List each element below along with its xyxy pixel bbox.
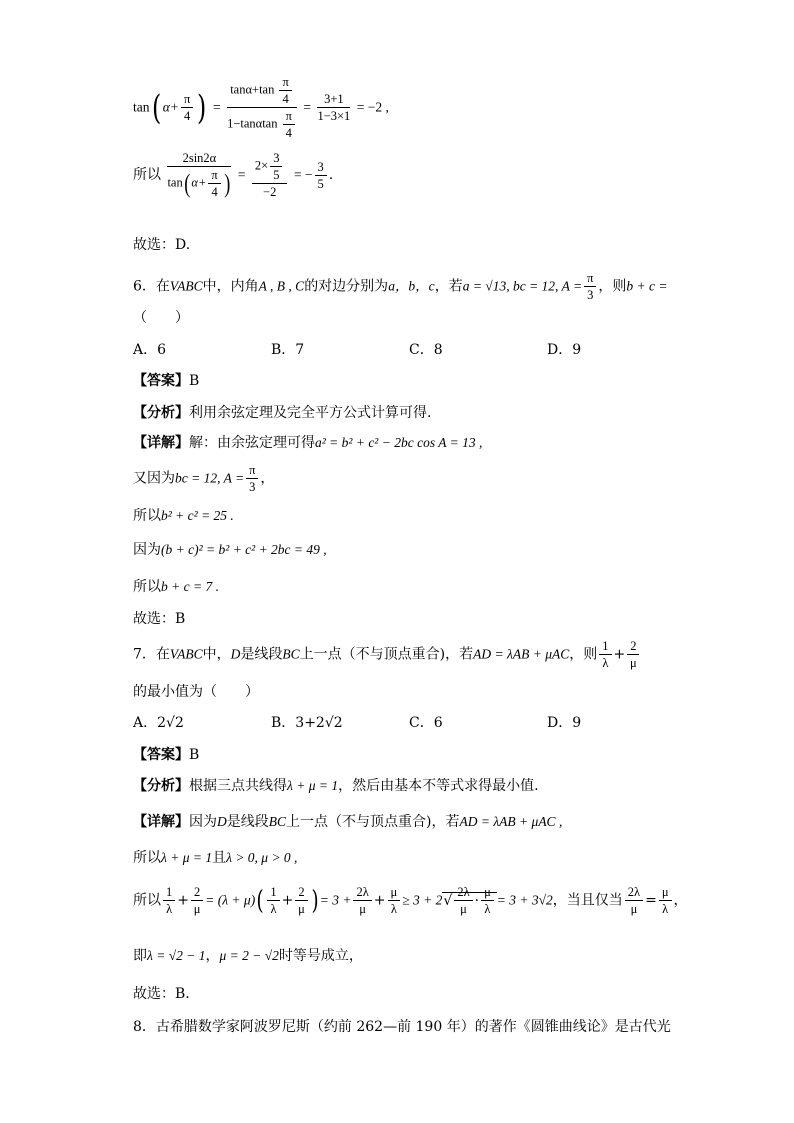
q6-paren: （ ） <box>133 310 189 326</box>
q7-detail-3: 所以 $\frac{1}{\lambda}$ + $\frac{2}{\mu}$ = (λ + μ)( $\frac{1}{\lambda}$ + $\frac{2}{\mu}$ ) = 3 + $\frac{2\lambda}{\mu}$ + $\frac{\mu}{\lambda}$ ≥ 3 + 2√ $\frac{2\lambda}{\mu}$ · $\frac{\mu}{\lambda}$ = 3 + 3√2，当且仅当 $\frac{2\lambda}{\mu}$ = $\frac{\mu}{\lambda}$ ， <box>133 885 688 916</box>
eq2-main-fraction: 2sin2α tan(α+ $\frac{\pi}{4}$ ) <box>167 151 231 199</box>
eq1-result: = −2 , <box>356 99 389 115</box>
q7-choice: 故选：B. <box>133 986 190 1002</box>
q7-stem-tail: 的最小值为（ ） <box>133 684 259 700</box>
q7-option-b: B．3+2√2 <box>271 715 343 731</box>
q5-choice: 故选：D. <box>133 237 191 253</box>
q6-detail-5: 所以b + c = 7 . <box>133 579 219 595</box>
eq1-tan: tan <box>133 99 150 115</box>
q6-option-d: D．9 <box>547 342 582 358</box>
q6-option-a: A．6 <box>133 342 167 358</box>
q7-option-a: A．2√2 <box>133 715 184 731</box>
eq1-numerator: tanα+tan <box>230 82 275 97</box>
q7-answer: 【答案】B <box>133 747 200 763</box>
q6-analysis: 【分析】利用余弦定理及完全平方公式计算可得. <box>133 405 432 421</box>
q8-stem: 8．古希腊数学家阿波罗尼斯（约前 262—前 190 年）的著作《圆锥曲线论》是古代光 <box>133 1019 671 1035</box>
eq1-pi: π <box>181 91 193 108</box>
q7-detail-4: 即λ = √2 − 1，μ = 2 − √2时等号成立， <box>133 948 363 964</box>
q6-detail-2: 又因为bc = 12, A = $\frac{\pi}{3}$ ， <box>133 463 275 494</box>
q7-detail-2: 所以λ + μ = 1且λ > 0, μ > 0 , <box>133 850 298 866</box>
q6-detail-3: 所以b² + c² = 25 . <box>133 508 234 524</box>
q7-detail-1: 【详解】因为D是线段BC上一点（不与顶点重合)，若AD = λAB + μAC , <box>133 814 563 830</box>
eq1-main-fraction: tanα+tan $\frac{\pi}{4}$ 1−tanαtan $\frac{\pi}{4}$ <box>227 74 297 141</box>
q6-answer: 【答案】B <box>133 373 200 389</box>
q7-option-d: D．9 <box>547 715 582 731</box>
q6-option-b: B．7 <box>271 342 305 358</box>
q6-detail-4: 因为(b + c)² = b² + c² + 2bc = 49 , <box>133 542 327 558</box>
eq1-numeric-fraction: $\frac{3+1}{1-3\times 1}$ <box>317 92 351 123</box>
q7-options <box>133 712 734 732</box>
q6-option-c: C．8 <box>409 342 443 358</box>
q6-choice: 故选：B <box>133 611 186 627</box>
eq1-denominator: 1−tanαtan <box>227 116 278 131</box>
q7-stem: 7．在VABC中，D是线段BC上一点（不与顶点重合)，若AD = λAB + μAC，则 $\frac{1}{\lambda}$ + $\frac{2}{\mu}$ <box>133 638 734 671</box>
q6-options <box>133 339 734 359</box>
eq2-mid-fraction: 2× $\frac{3}{5}$ −2 <box>252 150 288 200</box>
q6-stem: 6．在VABC中，内角A , B , C的对边分别为a，b，c，若a = √13, bc = 12, A = $\frac{\pi}{3}$ ，则b + c = <box>133 271 668 302</box>
q5-equation-2: 所以 2sin2α tan(α+ $\frac{\pi}{4}$ ) = 2× $\frac{3}{5}$ −2 = − $\frac{3}{5}$ . <box>133 151 334 199</box>
eq1-four: 4 <box>184 109 191 123</box>
q7-option-c: C．6 <box>409 715 443 731</box>
eq1-inner: α+ <box>162 99 179 115</box>
q7-analysis: 【分析】根据三点共线得λ + μ = 1，然后由基本不等式求得最小值. <box>133 778 539 794</box>
q6-detail-1: 【详解】解：由余弦定理可得a² = b² + c² − 2bc cos A = 13 , <box>133 435 483 451</box>
q5-equation-1: tan( α+ $\frac{\pi}{4}$ ) = tanα+tan $\frac{\pi}{4}$ 1−tanαtan $\frac{\pi}{4}$ = $\frac{3+1}{1-3\times 1}$ = −2 , <box>133 75 389 140</box>
